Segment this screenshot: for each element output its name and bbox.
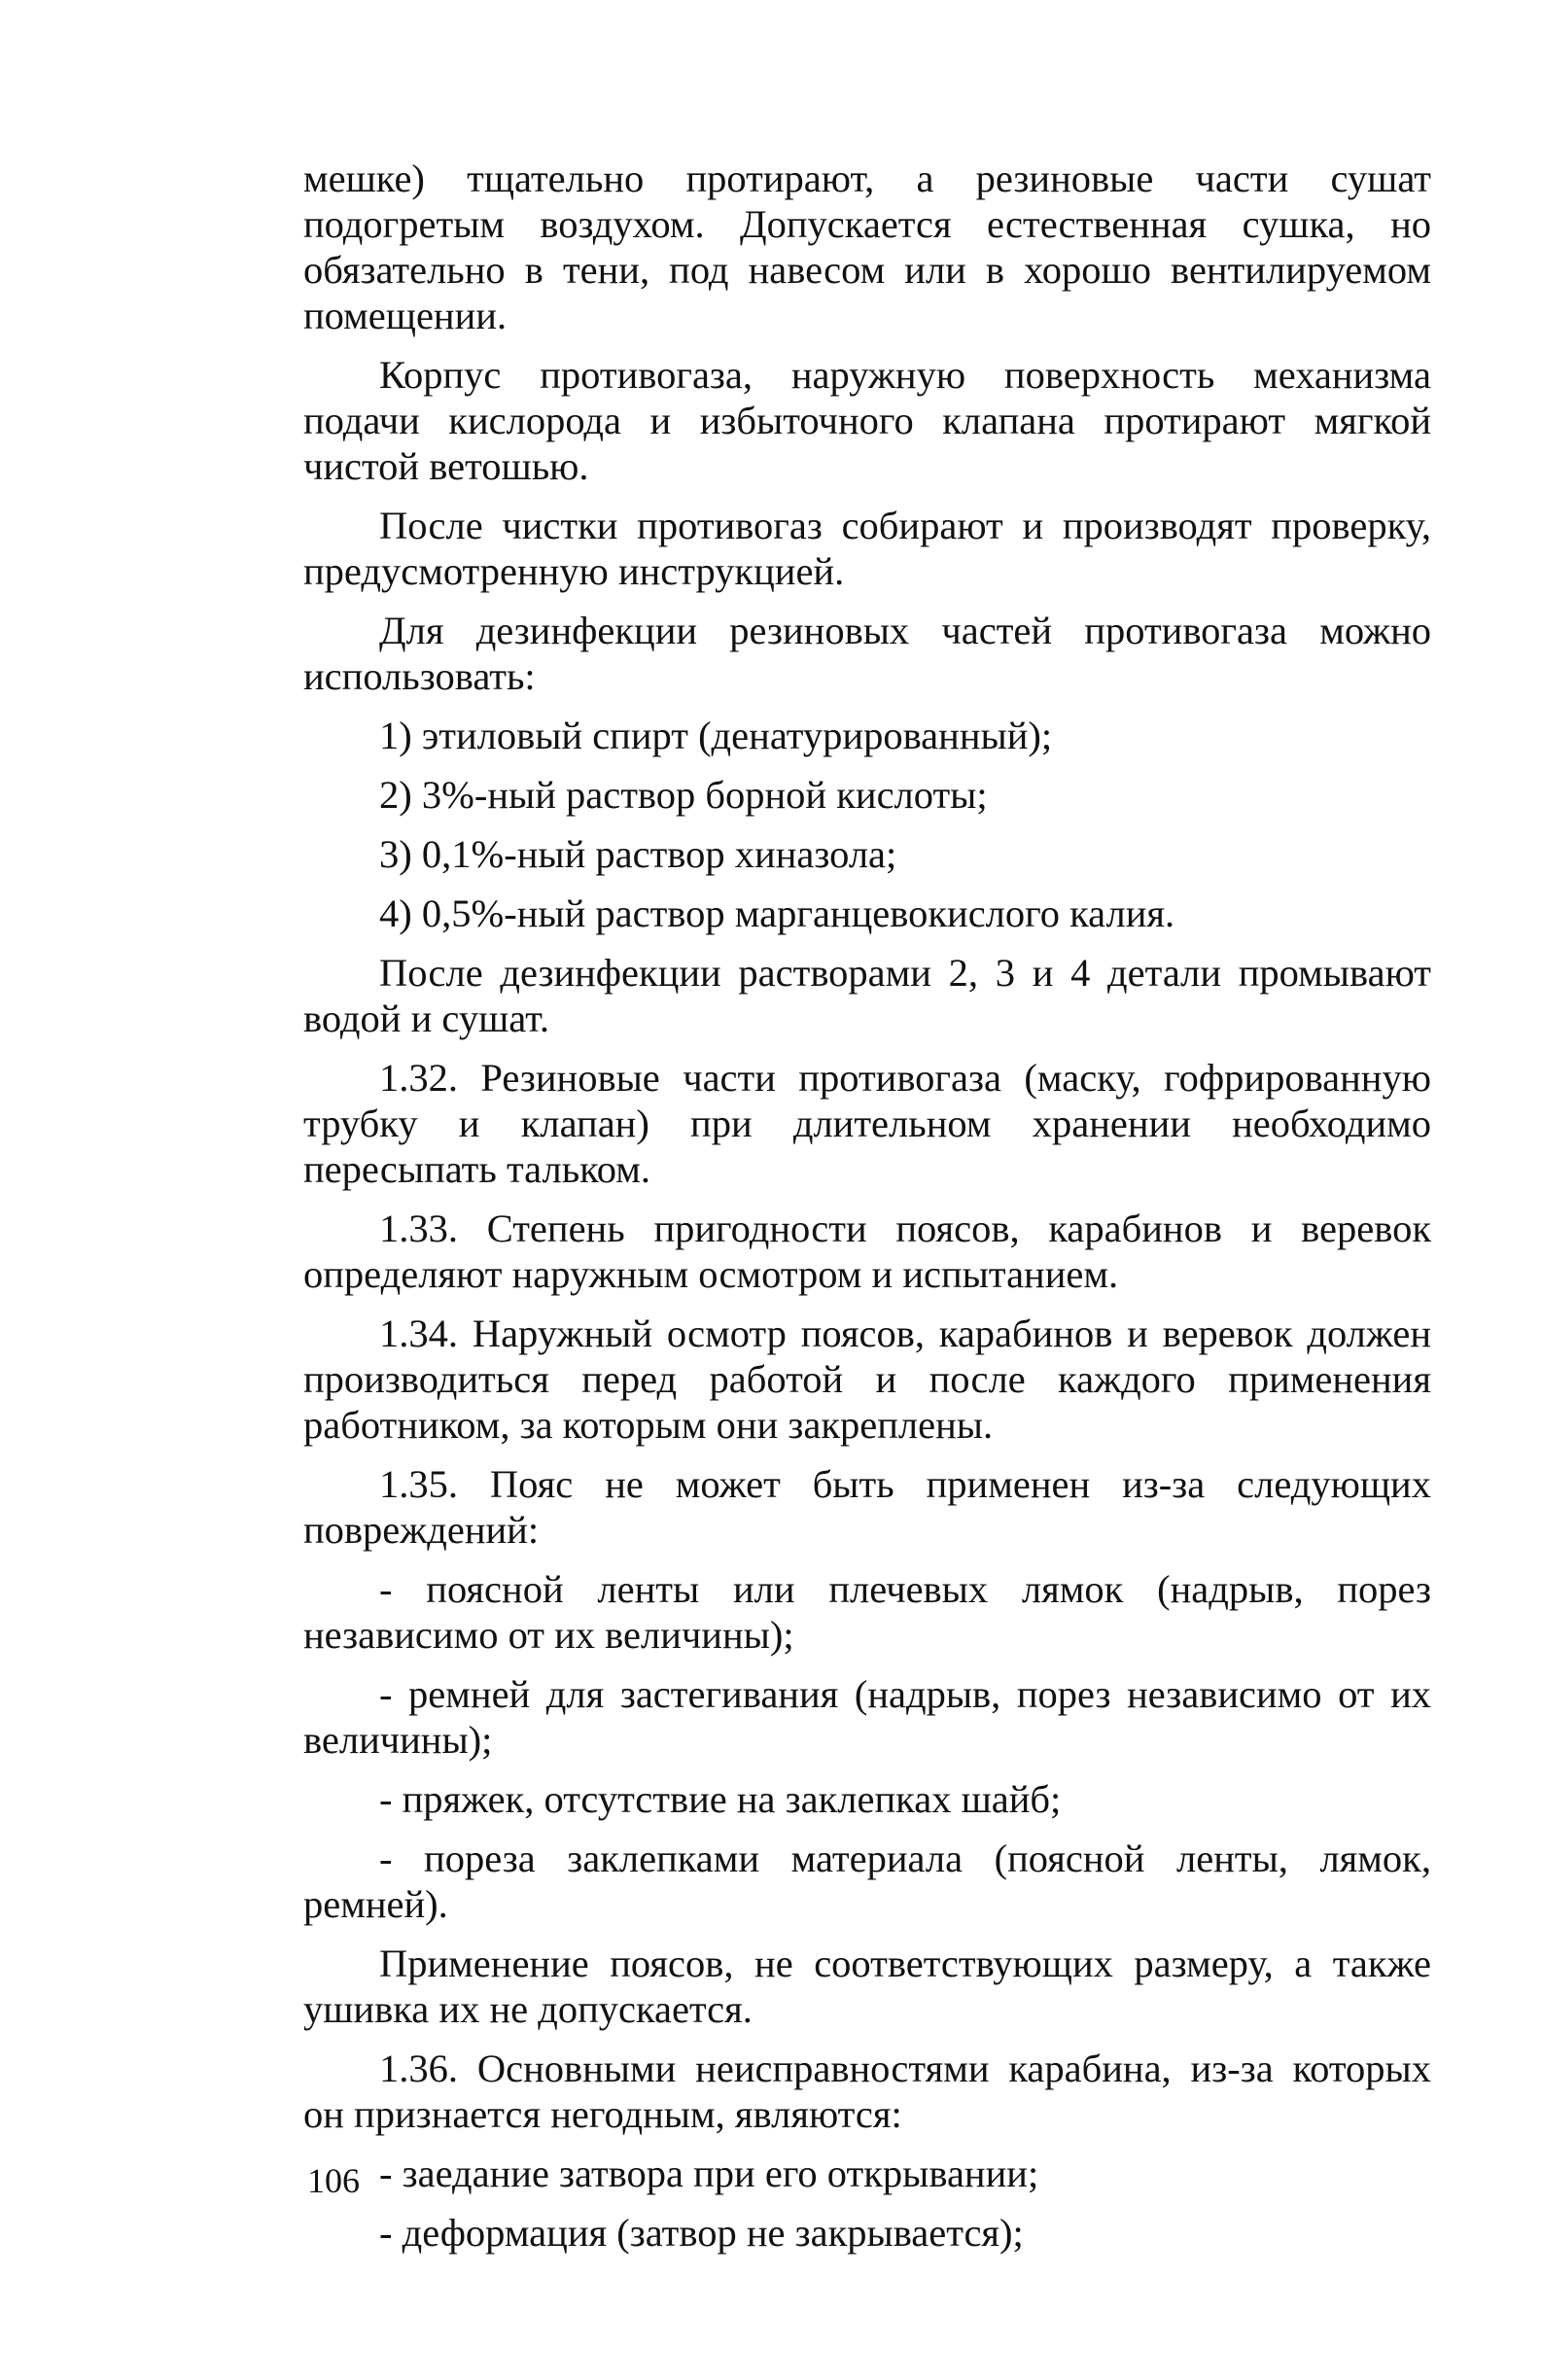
list-item-2: 2) 3%-ный раствор борной кислоты; xyxy=(379,773,988,817)
dash-item-straps: - ремней для застегивания (надрыв, порез независимо от их величины); xyxy=(303,1672,1431,1762)
paragraph-body-wipe: Корпус противогаза, наружную поверхность механизма подачи кислорода и избыточного клапана протирают мягкой чистой ветошью. xyxy=(303,353,1431,488)
paragraph-continuation: мешке) тщательно протирают, а резиновые части сушат подогретым воздухом. Допускается естественная сушка, но обязательно в тени, под навесом или в хорошо вентилируемом помещении. xyxy=(303,157,1431,337)
page-number: 106 xyxy=(307,2161,360,2200)
dash-item-deformation: - деформация (затвор не закрывается); xyxy=(379,2211,1024,2255)
paragraph-1-34: 1.34. Наружный осмотр поясов, карабинов и веревок должен производиться перед работой и после каждого применения работником, за которым они закреплены. xyxy=(303,1312,1431,1447)
dash-item-belt: - поясной ленты или плечевых лямок (надрыв, порез независимо от их величины); xyxy=(303,1567,1431,1657)
list-item-3: 3) 0,1%-ный раствор хиназола; xyxy=(379,832,897,876)
paragraph-assembly: После чистки противогаз собирают и производят проверку, предусмотренную инструкцией. xyxy=(303,504,1431,593)
page-body xyxy=(303,156,1431,2269)
paragraph-1-35: 1.35. Пояс не может быть применен из-за следующих повреждений: xyxy=(303,1462,1431,1552)
paragraph-after-disinfection: После дезинфекции растворами 2, 3 и 4 детали промывают водой и сушат. xyxy=(303,951,1431,1040)
dash-item-buckles: - пряжек, отсутствие на заклепках шайб; xyxy=(379,1777,1062,1821)
dash-item-jamming: - заедание затвора при его открывании; xyxy=(379,2152,1039,2195)
dash-item-rivets: - пореза заклепками материала (поясной ленты, лямок, ремней). xyxy=(303,1837,1431,1926)
list-item-4: 4) 0,5%-ный раствор марганцевокислого калия. xyxy=(379,892,1175,935)
paragraph-1-36: 1.36. Основными неисправностями карабина, из-за которых он признается негодным, являются: xyxy=(303,2047,1431,2136)
paragraph-disinfection-intro: Для дезинфекции резиновых частей противогаза можно использовать: xyxy=(303,609,1431,698)
paragraph-1-33: 1.33. Степень пригодности поясов, карабинов и веревок определяют наружным осмотром и испытанием. xyxy=(303,1207,1431,1296)
paragraph-size: Применение поясов, не соответствующих размеру, а также ушивка их не допускается. xyxy=(303,1942,1431,2031)
list-item-1: 1) этиловый спирт (денатурированный); xyxy=(379,714,1053,757)
paragraph-1-32: 1.32. Резиновые части противогаза (маску, гофрированную трубку и клапан) при длительном хранении необходимо пересыпать тальком. xyxy=(303,1056,1431,1191)
